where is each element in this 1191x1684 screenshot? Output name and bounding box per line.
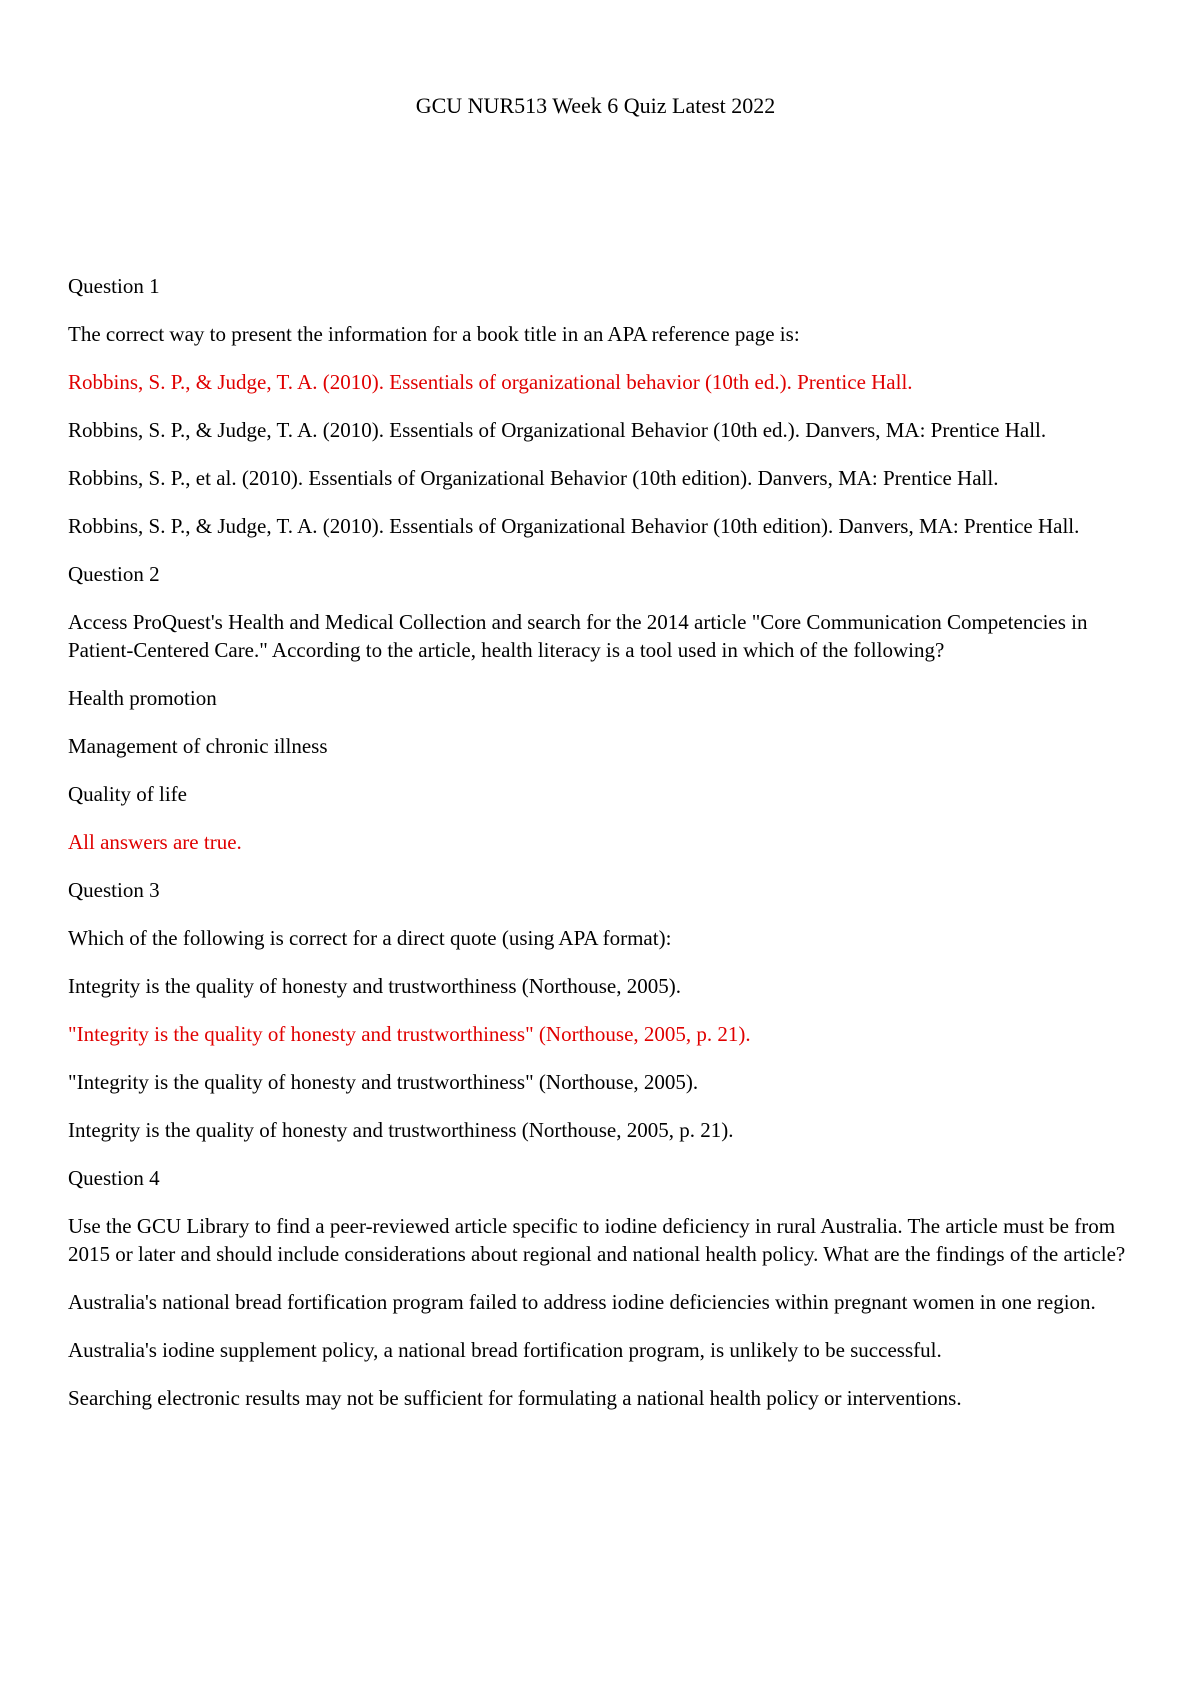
answer-option-correct: "Integrity is the quality of honesty and trustworthiness" (Northouse, 2005, p. 21). (68, 1022, 751, 1046)
answer-option: "Integrity is the quality of honesty and trustworthiness" (Northouse, 2005). (68, 1070, 699, 1094)
answer-option: Management of chronic illness (68, 734, 328, 758)
question-block (68, 876, 1128, 1144)
answer-option: Robbins, S. P., et al. (2010). Essentials of Organizational Behavior (10th edition). Danvers, MA: Prentice Hall. (68, 466, 999, 490)
question-label: Question 1 (68, 274, 160, 298)
answer-option: Integrity is the quality of honesty and trustworthiness (Northouse, 2005). (68, 974, 681, 998)
question-label: Question 4 (68, 1166, 160, 1190)
answer-option: Quality of life (68, 782, 187, 806)
answer-option-correct: All answers are true. (68, 830, 242, 854)
question-prompt: Use the GCU Library to find a peer-reviewed article specific to iodine deficiency in rural Australia. The article must be from 2015 or later and should include considerations about regional and national health policy. What are the findings of the article? (68, 1214, 1126, 1266)
quiz-content (68, 272, 1128, 1432)
answer-option: Searching electronic results may not be sufficient for formulating a national health policy or interventions. (68, 1386, 962, 1410)
answer-option-correct: Robbins, S. P., & Judge, T. A. (2010). Essentials of organizational behavior (10th ed.). Prentice Hall. (68, 370, 913, 394)
document-title: GCU NUR513 Week 6 Quiz Latest 2022 (415, 93, 776, 118)
question-block (68, 1164, 1128, 1412)
question-block (68, 560, 1128, 856)
question-prompt: The correct way to present the information for a book title in an APA reference page is: (68, 322, 800, 346)
answer-option: Health promotion (68, 686, 217, 710)
answer-option: Robbins, S. P., & Judge, T. A. (2010). Essentials of Organizational Behavior (10th edition). Danvers, MA: Prentice Hall. (68, 514, 1080, 538)
answer-option: Australia's iodine supplement policy, a national bread fortification program, is unlikely to be successful. (68, 1338, 942, 1362)
question-prompt: Which of the following is correct for a direct quote (using APA format): (68, 926, 672, 950)
answer-option: Australia's national bread fortification program failed to address iodine deficiencies within pregnant women in one region. (68, 1290, 1096, 1314)
question-label: Question 3 (68, 878, 160, 902)
answer-option: Robbins, S. P., & Judge, T. A. (2010). Essentials of Organizational Behavior (10th ed.). Danvers, MA: Prentice Hall. (68, 418, 1047, 442)
question-prompt: Access ProQuest's Health and Medical Collection and search for the 2014 article "Core Communication Competencies in Patient-Centered Care." According to the article, health literacy is a tool used in which of the following? (68, 610, 1088, 662)
answer-option: Integrity is the quality of honesty and trustworthiness (Northouse, 2005, p. 21). (68, 1118, 734, 1142)
question-block (68, 272, 1128, 540)
question-label: Question 2 (68, 562, 160, 586)
